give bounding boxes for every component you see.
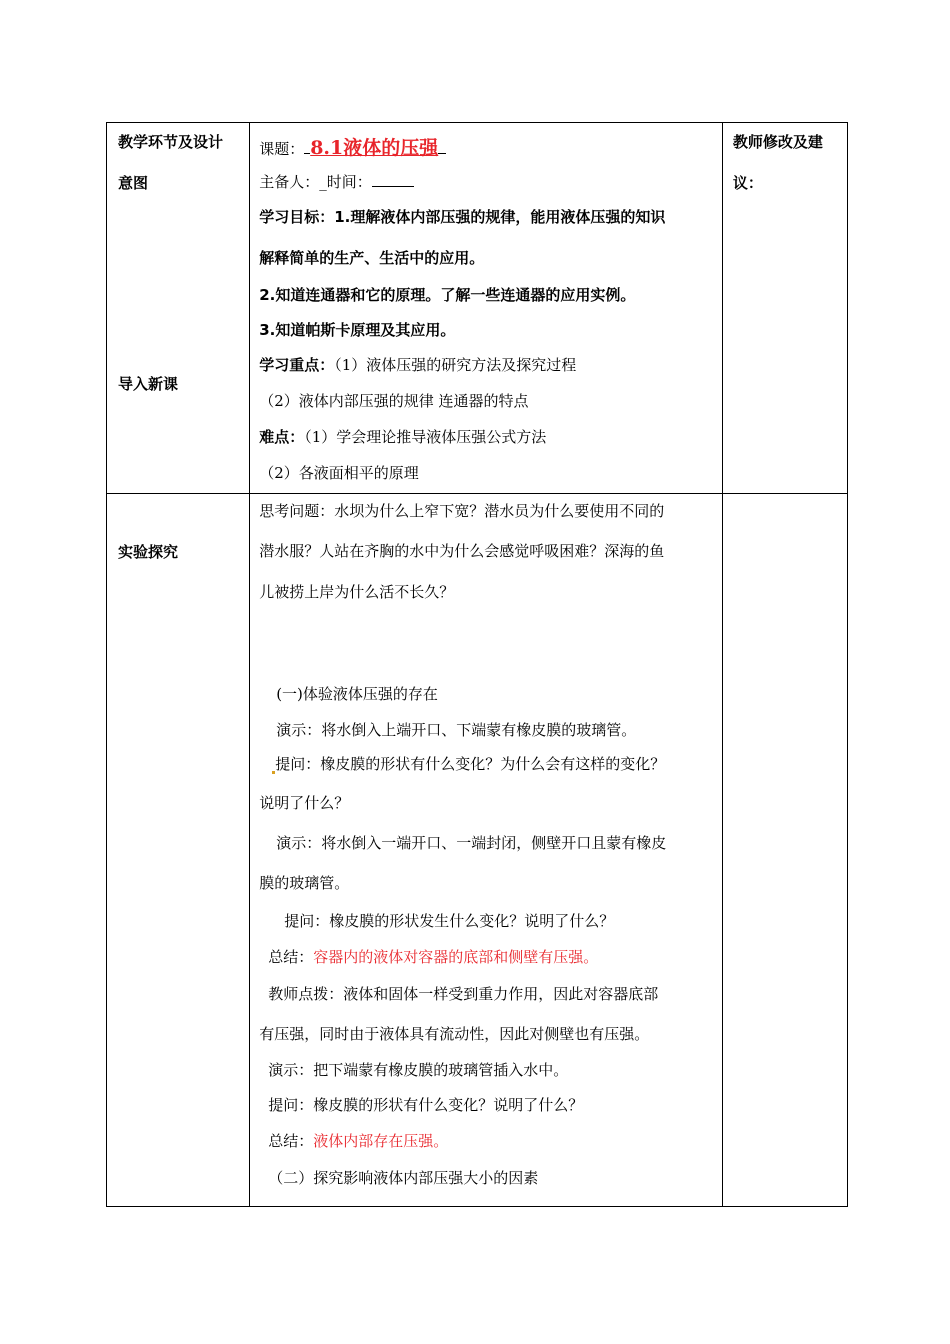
summary-1-label: 总结：	[268, 948, 314, 966]
key-point-1: （1）液体压强的研究方法及探究过程	[334, 356, 577, 374]
topic-line	[259, 133, 446, 160]
difficulty-label: 难点：	[259, 428, 305, 446]
left-header-line2: 意图	[118, 174, 149, 192]
goals-line2: 解释简单的生产、生活中的应用。	[259, 249, 485, 267]
ask-2: 提问：橡皮膜的形状发生什么变化？说明了什么？	[284, 912, 615, 930]
key-point-2: （2）液体内部压强的规律 连通器的特点	[259, 392, 529, 410]
demo-1: 演示：将水倒入上端开口、下端蒙有橡皮膜的玻璃管。	[276, 721, 637, 739]
summary-2-label: 总结：	[268, 1132, 314, 1150]
preparer-text: 主备人：_时间：	[259, 173, 372, 191]
demo-3: 演示：把下端蒙有橡皮膜的玻璃管插入水中。	[268, 1061, 569, 1079]
right-column-body-cell	[722, 494, 847, 1207]
summary-2-text: 液体内部存在压强。	[313, 1132, 449, 1150]
left-column-header-cell	[107, 123, 250, 494]
demo-2-line2: 膜的玻璃管。	[259, 874, 350, 892]
goals-line1: 学习目标：1.理解液体内部压强的规律，能用液体压强的知识	[259, 208, 666, 226]
ask-1-line1	[272, 753, 665, 774]
time-blank	[372, 186, 414, 187]
lesson-plan-table	[106, 122, 848, 1207]
left-header-line1: 教学环节及设计	[118, 133, 224, 151]
lesson-header-content-cell	[250, 123, 723, 494]
ask-1-text: 提问：橡皮膜的形状有什么变化？为什么会有这样的变化？	[275, 755, 666, 773]
topic-title: 8.1液体的压强	[310, 137, 439, 159]
lesson-body-row	[107, 494, 848, 1207]
right-header-line1: 教师修改及建	[732, 133, 823, 151]
summary-1	[268, 946, 598, 967]
ask-1-line2: 说明了什么？	[259, 794, 350, 812]
lesson-body-content-cell	[250, 494, 723, 1207]
summary-2	[268, 1130, 448, 1151]
teacher-tip-line1: 教师点拨：液体和固体一样受到重力作用，因此对容器底部	[268, 985, 659, 1003]
difficulty-2: （2）各液面相平的原理	[259, 464, 419, 482]
topic-blank-after	[438, 153, 446, 154]
question-line2: 潜水服？人站在齐胸的水中为什么会感觉呼吸困难？深海的鱼	[259, 542, 665, 560]
left-column-body-cell	[107, 494, 250, 1207]
key-points-label: 学习重点：	[259, 356, 335, 374]
experiment-section-label: 实验探究	[118, 543, 179, 561]
goal-2: 2.知道连通器和它的原理。了解一些连通器的应用实例。	[259, 286, 636, 304]
right-header-line2: 议：	[732, 174, 763, 192]
section-2-heading: （二）探究影响液体内部压强大小的因素	[268, 1169, 539, 1187]
difficulty-1: （1）学会理论推导液体压强公式方法	[304, 428, 547, 446]
section-1-heading: (一)体验液体压强的存在	[276, 685, 438, 703]
teacher-tip-line2: 有压强，同时由于液体具有流动性，因此对侧壁也有压强。	[259, 1025, 650, 1043]
preparer-line	[259, 171, 414, 192]
key-points-line1	[259, 354, 576, 375]
demo-2-line1: 演示：将水倒入一端开口、一端封闭，侧壁开口且蒙有橡皮	[276, 834, 667, 852]
topic-label: 课题：	[259, 140, 305, 158]
summary-1-text: 容器内的液体对容器的底部和侧壁有压强。	[313, 948, 599, 966]
intro-section-label: 导入新课	[118, 375, 179, 393]
right-column-header-cell	[722, 123, 847, 494]
lesson-header-row	[107, 123, 848, 494]
ask-3: 提问：橡皮膜的形状有什么变化？说明了什么？	[268, 1096, 584, 1114]
question-line3: 儿被捞上岸为什么活不长久？	[259, 583, 455, 601]
goal-3: 3.知道帕斯卡原理及其应用。	[259, 321, 456, 339]
question-line1: 思考问题：水坝为什么上窄下宽？潜水员为什么要使用不同的	[259, 502, 665, 520]
difficulty-line1	[259, 426, 546, 447]
